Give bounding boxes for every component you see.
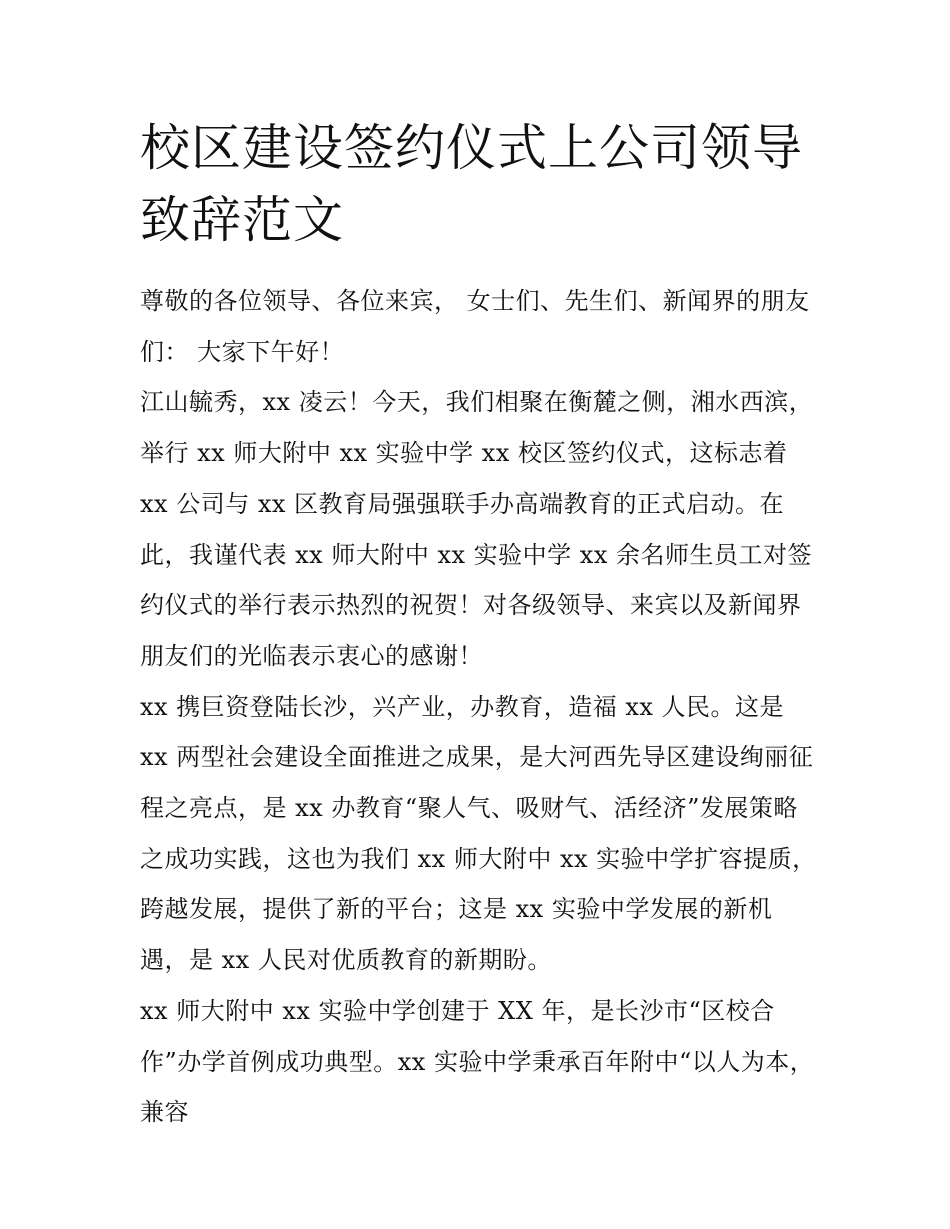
- paragraph-opening: 江山毓秀，xx 凌云！今天，我们相聚在衡麓之侧，湘水西滨，举行 xx 师大附中 xx 实验中学 xx 校区签约仪式，这标志着 xx 公司与 xx 区教育局强强联手办高端教育的正式启动。在此，我谨代表 xx 师大附中 xx 实验中学 xx 余名师生员工对签约仪式的举行表示热烈的祝贺！对各级领导、来宾以及新闻界朋友们的光临表示衷心的感谢！: [140, 388, 814, 670]
- paragraph-greeting: 尊敬的各位领导、各位来宾， 女士们、先生们、新闻界的朋友们： 大家下午好！: [140, 287, 810, 366]
- document-body: [140, 276, 820, 1138]
- paragraph-significance: xx 携巨资登陆长沙，兴产业，办教育，造福 xx 人民。这是 xx 两型社会建设全面推进之成果，是大河西先导区建设绚丽征程之亮点，是 xx 办教育“聚人气、吸财气、活经济”发展策略之成功实践，这也为我们 xx 师大附中 xx 实验中学扩容提质，跨越发展，提供了新的平台；这是 xx 实验中学发展的新机遇，是 xx 人民对优质教育的新期盼。: [140, 692, 817, 975]
- document-title: 校区建设签约仪式上公司领导致辞范文: [140, 119, 803, 249]
- paragraph-school-history: xx 师大附中 xx 实验中学创建于 XX 年，是长沙市“区校合作”办学首例成功典型。xx 实验中学秉承百年附中“以人为本，兼容: [140, 996, 815, 1127]
